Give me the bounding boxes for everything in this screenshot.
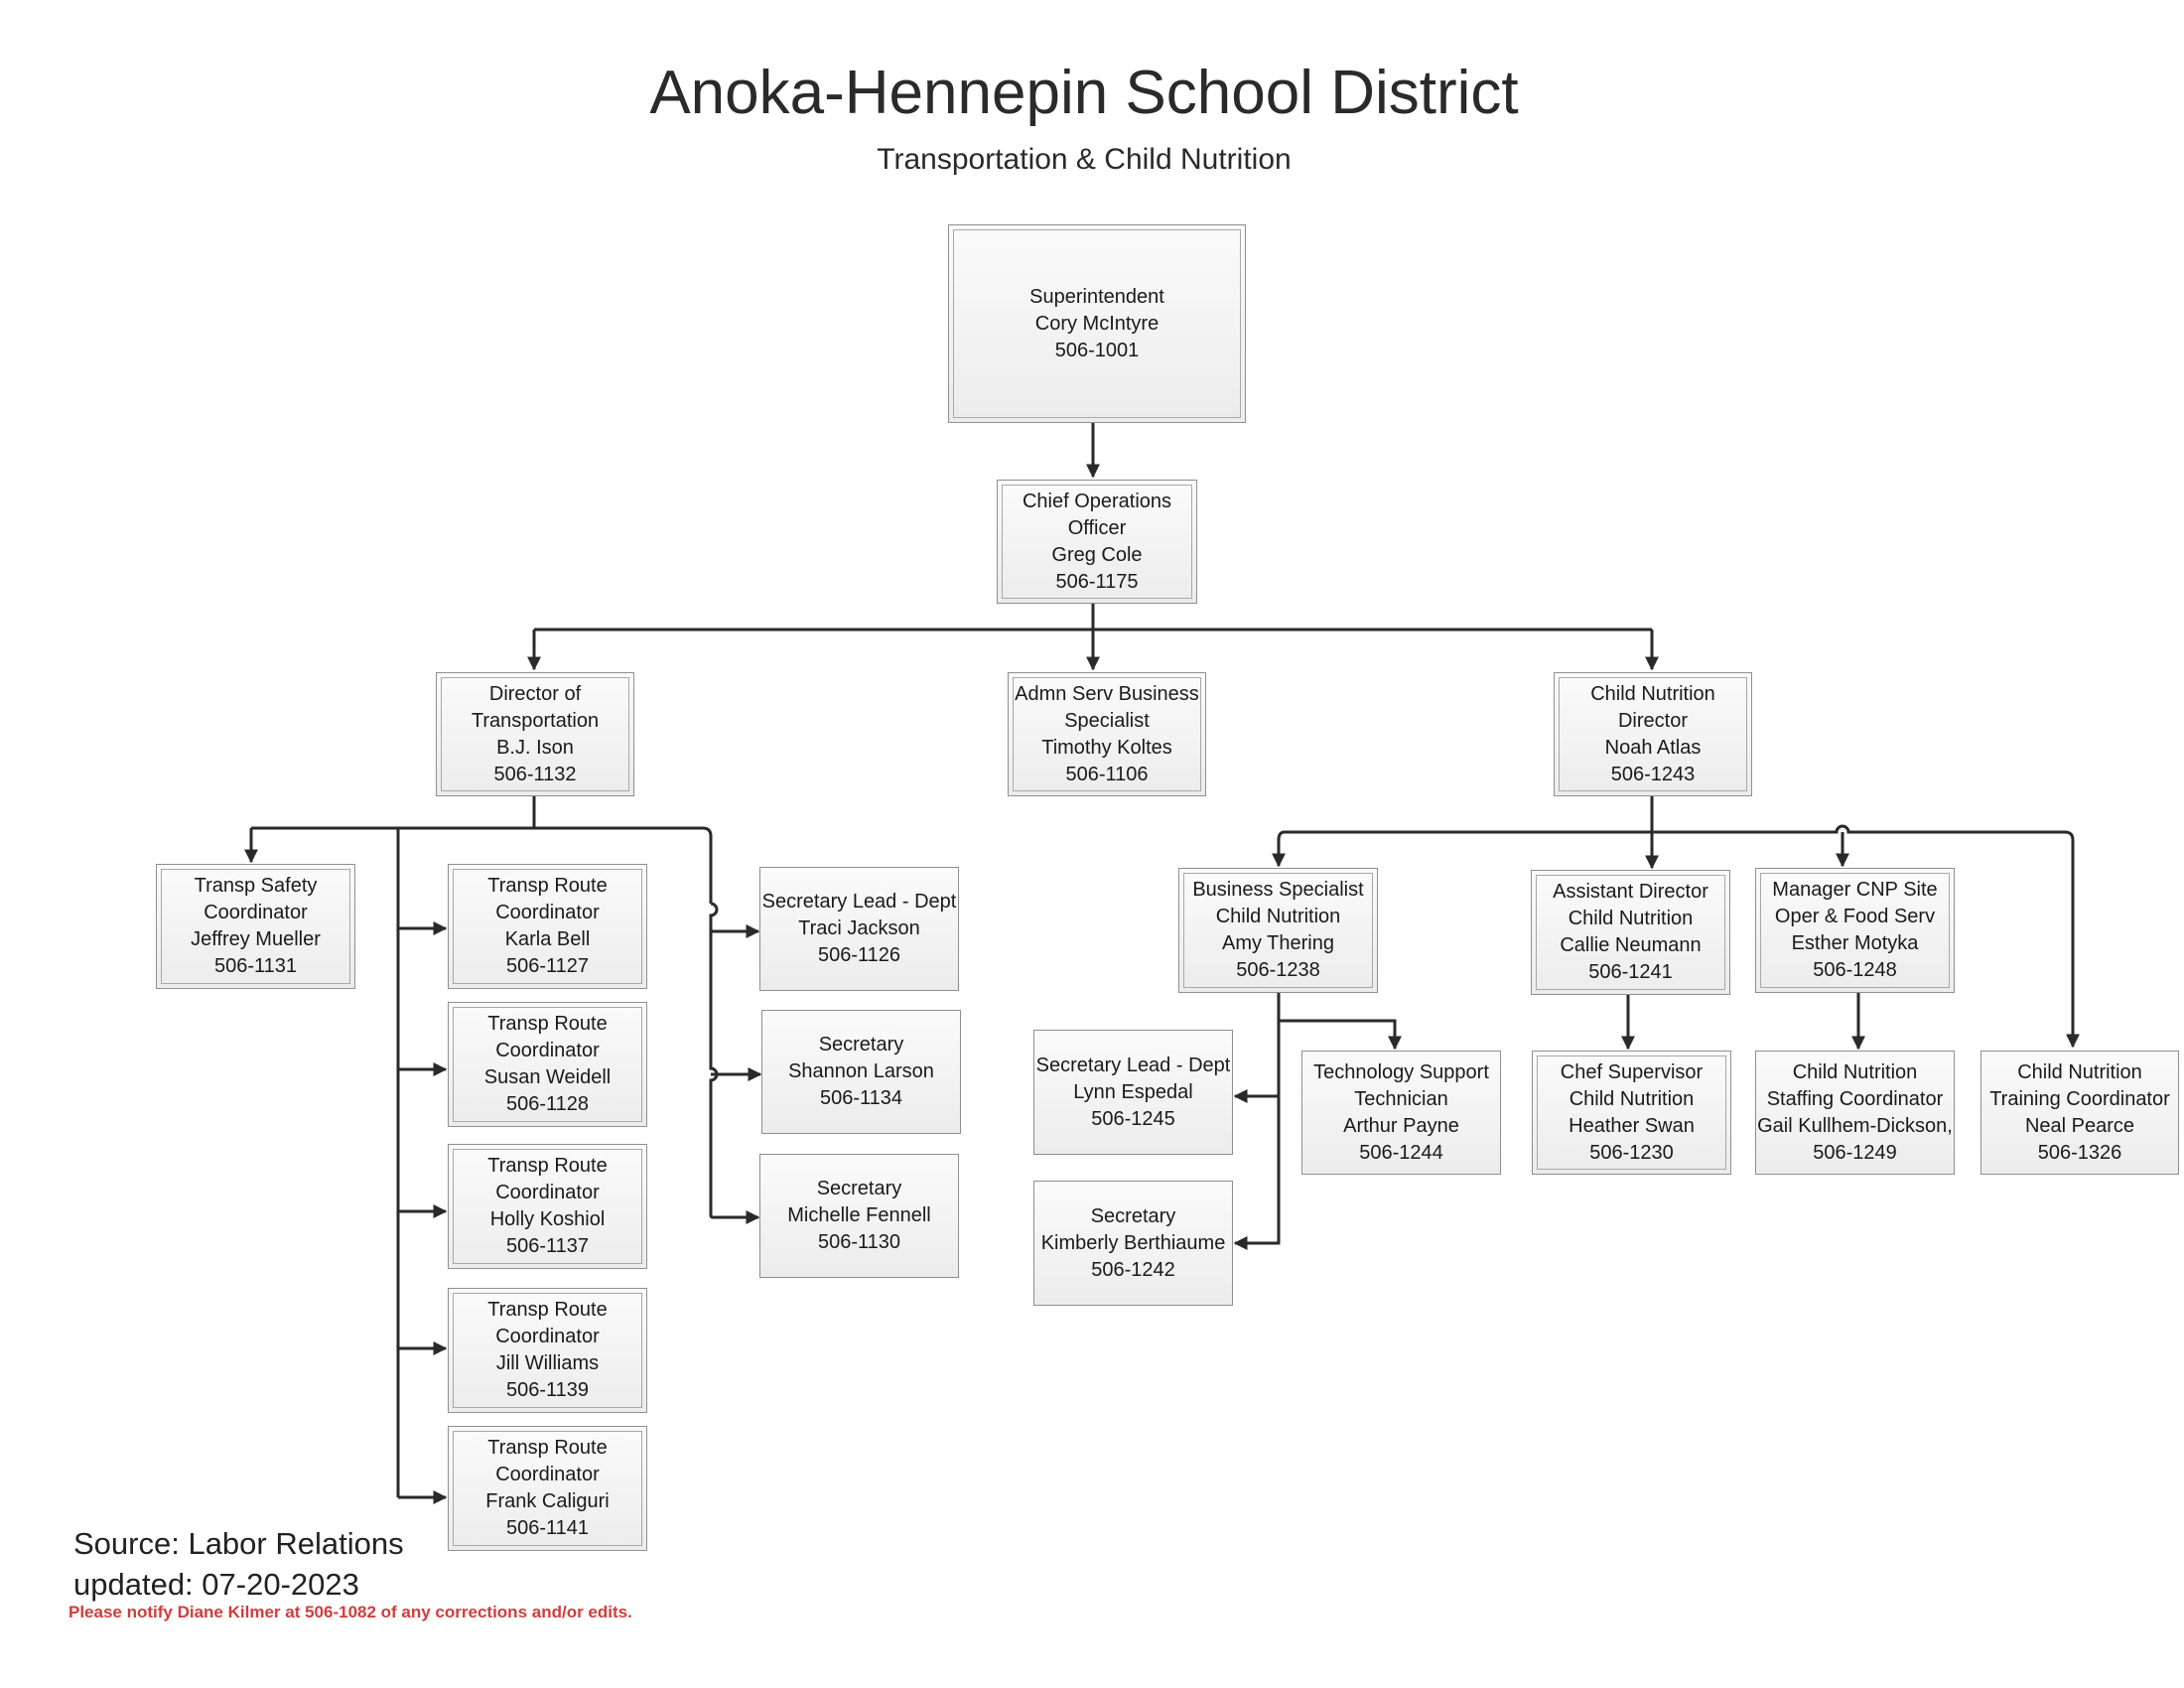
node-route-coordinator-caliguri xyxy=(448,1426,647,1551)
node-business-specialist-cn xyxy=(1178,868,1378,993)
node-text: Transp Route Coordinator Susan Weidell 506-1128 xyxy=(483,1013,612,1115)
source-label: Source: Labor Relations xyxy=(73,1526,404,1561)
node-text: Child Nutrition Training Coordinator Neal Pearce 506-1326 xyxy=(1989,1060,2170,1164)
node-text: Secretary Michelle Fennell 506-1130 xyxy=(787,1178,931,1253)
node-child-nutrition-director xyxy=(1554,672,1752,796)
connector-cn-bus xyxy=(1279,795,2073,840)
node-text: Director of Transportation B.J. Ison 506-1132 xyxy=(471,682,600,785)
node-secretary-berthiaume xyxy=(1033,1181,1233,1306)
chart-subtitle: Transportation & Child Nutrition xyxy=(877,143,1292,176)
connector-coo-bus xyxy=(534,603,1652,630)
node-text: Transp Safety Coordinator Jeffrey Mueller 506-1131 xyxy=(191,875,321,977)
node-admn-serv-business-specialist xyxy=(1008,672,1206,796)
node-text: Secretary Kimberly Berthiaume 506-1242 xyxy=(1040,1204,1226,1281)
node-secretary-lead-jackson xyxy=(759,867,959,991)
node-text: Assistant Director Child Nutrition Callie Neumann 506-1241 xyxy=(1553,881,1708,983)
node-secretary-lead-espedal xyxy=(1033,1030,1233,1155)
node-route-coordinator-koshiol xyxy=(448,1144,647,1269)
connector-to-sec-fennell xyxy=(711,1215,758,1217)
source-note xyxy=(73,1523,404,1605)
node-route-coordinator-weidell xyxy=(448,1002,647,1127)
corrections-notice: Please notify Diane Kilmer at 506-1082 of any corrections and/or edits. xyxy=(68,1603,632,1621)
updated-date: updated: 07-20-2023 xyxy=(73,1567,359,1602)
node-chef-supervisor xyxy=(1532,1051,1731,1175)
node-text: Technology Support Technician Arthur Payne 506-1244 xyxy=(1313,1060,1489,1164)
node-secretary-larson xyxy=(761,1010,961,1134)
node-manager-cnp-site xyxy=(1755,868,1955,993)
node-text: Transp Route Coordinator Frank Caliguri 506-1141 xyxy=(485,1437,610,1539)
node-chief-operations-officer xyxy=(997,480,1197,604)
node-text: Transp Route Coordinator Jill Williams 506-1139 xyxy=(487,1299,608,1401)
node-text: Business Specialist Child Nutrition Amy Thering 506-1238 xyxy=(1192,879,1364,981)
node-text: Transp Route Coordinator Holly Koshiol 506-1137 xyxy=(487,1155,608,1257)
node-text: Admn Serv Business Specialist Timothy Koltes 506-1106 xyxy=(1015,682,1199,785)
connector-to-tech-support xyxy=(1279,1021,1395,1049)
node-text: Transp Route Coordinator Karla Bell 506-1127 xyxy=(487,875,608,977)
node-assistant-director-cn xyxy=(1531,870,1730,995)
node-route-coordinator-bell xyxy=(448,864,647,989)
node-text: Secretary Shannon Larson 506-1134 xyxy=(788,1034,934,1109)
node-text: Chef Supervisor Child Nutrition Heather Swan 506-1230 xyxy=(1560,1060,1704,1164)
node-superintendent xyxy=(948,224,1246,423)
node-text: Child Nutrition Staffing Coordinator Gail Kullhem-Dickson, 506-1249 xyxy=(1757,1060,1953,1164)
node-text: Secretary Lead - Dept Lynn Espedal 506-1245 xyxy=(1035,1054,1231,1130)
node-transp-safety-coordinator xyxy=(156,864,355,989)
connector-bus-spec-trunk xyxy=(1235,986,1279,1243)
node-text: Secretary Lead - Dept Traci Jackson 506-1126 xyxy=(761,891,957,966)
node-route-coordinator-williams xyxy=(448,1288,647,1413)
node-training-coordinator xyxy=(1980,1051,2179,1175)
node-director-transportation xyxy=(436,672,634,796)
node-technology-support-technician xyxy=(1301,1051,1501,1175)
connector-secretary-trunk xyxy=(711,904,717,1215)
node-secretary-fennell xyxy=(759,1154,959,1278)
node-staffing-coordinator xyxy=(1755,1051,1955,1175)
node-text: Superintendent Cory McIntyre 506-1001 xyxy=(1029,285,1164,361)
node-text: Child Nutrition Director Noah Atlas 506-1243 xyxy=(1590,682,1715,785)
node-text: Manager CNP Site Oper & Food Serv Esther Motyka 506-1248 xyxy=(1772,879,1938,981)
node-text: Chief Operations Officer Greg Cole 506-1175 xyxy=(1022,490,1172,593)
chart-title: Anoka-Hennepin School District xyxy=(649,59,1519,127)
